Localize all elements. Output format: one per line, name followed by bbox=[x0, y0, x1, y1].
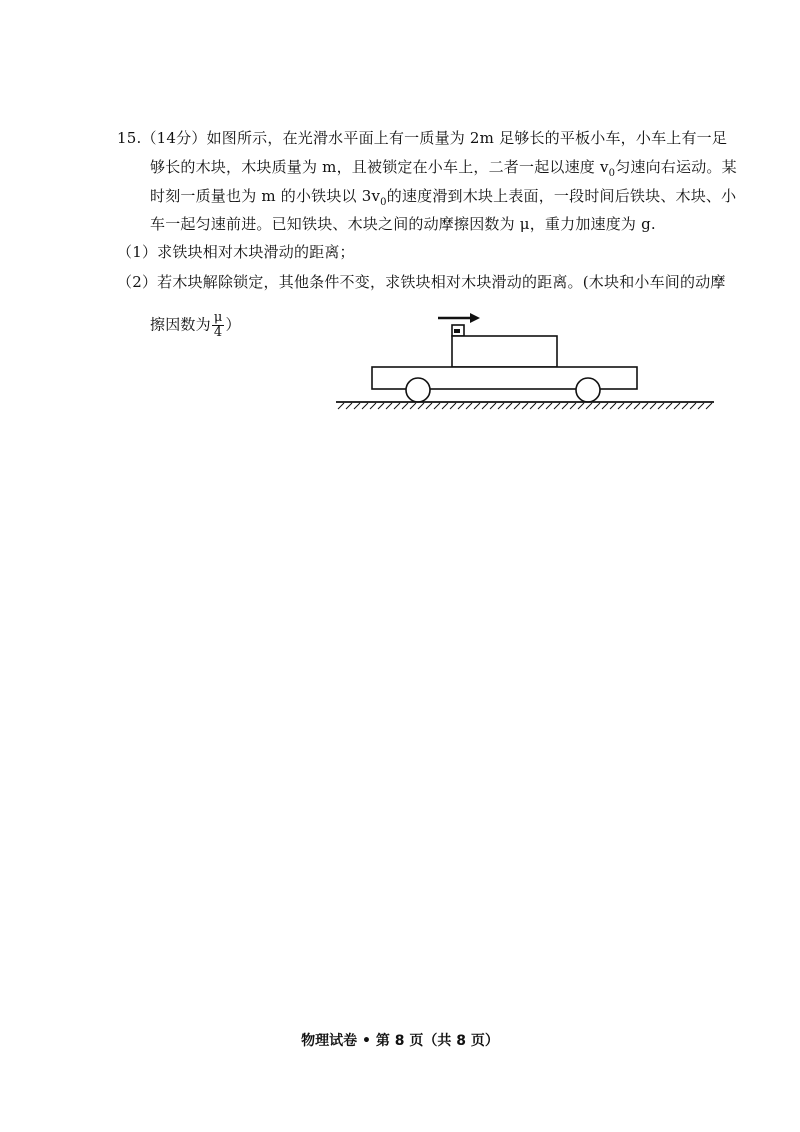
friction-fraction bbox=[212, 311, 225, 340]
v0-subscript-1: 0 bbox=[608, 168, 616, 179]
fraction-numerator: μ bbox=[213, 310, 223, 325]
iron-block-inner bbox=[454, 329, 460, 333]
question-text-1: 如图所示，在光滑水平面上有一质量为 2m 足够长的平板小车，小车上有一足 bbox=[206, 129, 728, 147]
wooden-block bbox=[452, 336, 557, 367]
question-score: （14分） bbox=[141, 129, 207, 147]
sub-question-2-label: （2） bbox=[117, 273, 158, 291]
question-line-3 bbox=[150, 185, 736, 207]
sub-question-1 bbox=[117, 241, 355, 263]
question-text-4: 车一起匀速前进。已知铁块、木块之间的动摩擦因数为 μ，重力加速度为 g. bbox=[150, 215, 656, 233]
ground-surface bbox=[336, 402, 714, 409]
question-text-2: 够长的木块，木块质量为 m，且被锁定在小车上，二者一起以速度 v bbox=[150, 158, 609, 176]
continuation-text: 擦因数为 bbox=[150, 315, 211, 334]
page-footer: 物理试卷 • 第 8 页（共 8 页） bbox=[301, 1033, 499, 1049]
velocity-arrow-icon bbox=[438, 313, 480, 323]
fraction-denominator: 4 bbox=[213, 325, 223, 340]
cart-wheel-left bbox=[406, 378, 430, 402]
sub-question-1-label: （1） bbox=[117, 243, 158, 261]
sub-question-2 bbox=[117, 271, 726, 293]
question-line-1 bbox=[117, 127, 727, 149]
cart-wheel-right bbox=[576, 378, 600, 402]
question-text-2b: 匀速向右运动。某 bbox=[615, 158, 737, 176]
sub-question-2-text: 若木块解除锁定，其他条件不变，求铁块相对木块滑动的距离。(木块和小车间的动摩 bbox=[157, 273, 726, 291]
sub-question-1-text: 求铁块相对木块滑动的距离； bbox=[157, 243, 355, 261]
v0-subscript-2: 0 bbox=[380, 197, 387, 208]
question-line-2 bbox=[150, 156, 737, 178]
question-text-3b: 的速度滑到木块上表面，一段时间后铁块、木块、小 bbox=[386, 187, 737, 205]
cart-block-diagram bbox=[330, 305, 720, 415]
continuation-close: ） bbox=[225, 315, 241, 334]
sub-question-2-continuation bbox=[150, 311, 241, 340]
question-text-3: 时刻一质量也为 m 的小铁块以 3v bbox=[150, 187, 381, 205]
question-number: 15. bbox=[117, 129, 142, 147]
question-line-4 bbox=[150, 213, 656, 235]
